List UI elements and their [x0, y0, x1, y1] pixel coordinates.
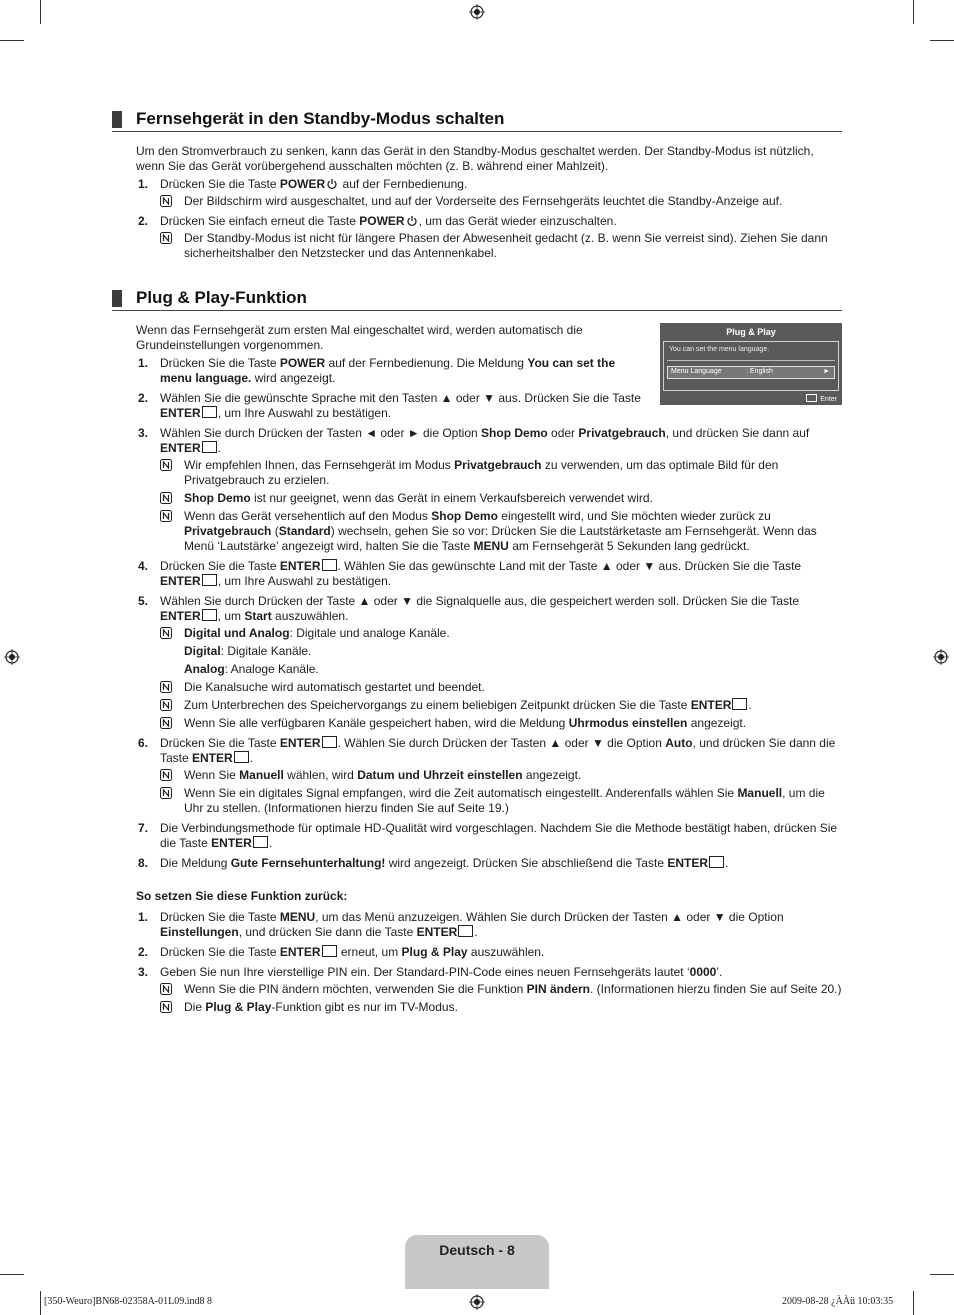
step-text	[160, 965, 842, 980]
bold-term: Manuell	[737, 786, 783, 800]
step-text	[160, 856, 842, 871]
step-text	[160, 821, 842, 851]
text-run: Wenn Sie alle verfügbaren Kanäle gespeichert haben, wird die Meldung	[184, 716, 569, 730]
step-number: 7.	[138, 821, 149, 835]
note-icon	[160, 232, 172, 244]
section-heading-plug-and-play	[112, 288, 842, 311]
crop-mark	[0, 1274, 24, 1275]
power-icon	[406, 215, 418, 227]
text-run: Drücken Sie die Taste	[160, 945, 280, 959]
step-item	[136, 736, 842, 816]
subheading	[136, 889, 842, 904]
bold-term: PIN ändern	[526, 982, 591, 996]
print-file-info: [350-Weuro]BN68-02358A-01L09.ind8 8	[44, 1296, 213, 1307]
note-icon	[160, 983, 172, 995]
enter-key-icon	[732, 698, 747, 710]
text-run: oder	[547, 426, 579, 440]
text-run: , um das Gerät wieder einzuschalten.	[418, 214, 617, 228]
note-item	[160, 194, 842, 209]
text-run: Der Bildschirm wird ausgeschaltet, und auf der Vorderseite des Fernsehgeräts leuchtet die Standby-Anzeige auf.	[184, 194, 783, 208]
note-item	[160, 1000, 842, 1015]
text-run: wird angezeigt.	[251, 371, 336, 385]
bold-term: POWER	[279, 356, 326, 370]
note-item	[160, 491, 842, 506]
note-item	[160, 458, 842, 488]
enter-key-icon	[202, 609, 217, 621]
crop-mark	[930, 40, 954, 41]
text-run: .	[725, 856, 729, 870]
text-run: So setzen Sie diese Funktion zurück:	[136, 889, 348, 903]
note-item	[160, 786, 842, 816]
intro-paragraph	[136, 323, 606, 353]
bold-term: Privatgebrauch	[184, 524, 272, 538]
text-run: (	[271, 524, 279, 538]
note-icon	[160, 195, 172, 207]
crop-mark	[930, 1274, 954, 1275]
text-run: Wenn Sie	[184, 768, 240, 782]
text-run: .	[474, 925, 478, 939]
text-run: Geben Sie nun Ihre vierstellige PIN ein. Der Standard-PIN-Code eines neuen Fernsehgeräts lautet ‘	[160, 965, 690, 979]
step-text	[160, 736, 842, 766]
step-item	[136, 391, 675, 421]
text-run: : Digitale Kanäle.	[220, 644, 312, 658]
step-item	[136, 594, 842, 731]
text-run: . Wählen Sie durch Drücken der Tasten ▲ oder ▼ die Option	[337, 736, 666, 750]
step-number: 1.	[138, 177, 149, 191]
text-run: , um Ihre Auswahl zu bestätigen.	[217, 406, 392, 420]
enter-key-icon	[322, 736, 337, 748]
step-number: 3.	[138, 426, 149, 440]
enter-key-icon	[202, 406, 217, 418]
text-run: : Analoge Kanäle.	[224, 662, 319, 676]
step-text	[160, 426, 842, 456]
text-run: Drücken Sie die Taste	[160, 356, 280, 370]
step-number: 2.	[138, 214, 149, 228]
text-run: , um Ihre Auswahl zu bestätigen.	[217, 574, 392, 588]
registration-mark-icon	[469, 1294, 485, 1310]
text-run: angezeigt.	[687, 716, 747, 730]
text-run: , und drücken Sie dann die Taste	[238, 925, 417, 939]
bold-term: Shop Demo	[481, 426, 548, 440]
enter-key-icon	[709, 856, 724, 868]
text-run: , um die Uhr zu stellen. (Informationen hierzu finden Sie auf Seite 19.)	[184, 786, 825, 815]
bold-term: Digital und Analog	[184, 626, 290, 640]
text-run: Drücken Sie die Taste	[160, 910, 280, 924]
step-item	[136, 910, 842, 940]
page-label: Deutsch - 8	[439, 1242, 515, 1258]
bold-term: Plug & Play	[205, 1000, 272, 1014]
text-run: auf der Fernbedienung. Die Meldung	[325, 356, 528, 370]
bold-term: ENTER	[667, 856, 708, 870]
note-icon	[160, 492, 172, 504]
registration-mark-icon	[469, 4, 485, 20]
bold-term: Gute Fernsehunterhaltung!	[230, 856, 386, 870]
step-item	[136, 177, 842, 209]
note-icon	[160, 459, 172, 471]
text-run: Wählen Sie durch Drücken der Taste ▲ oder ▼ die Signalquelle aus, die gespeichert werden soll. Drücken Sie die Taste	[160, 594, 799, 608]
crop-mark	[913, 1291, 914, 1315]
osd-row-label: Menu Language	[671, 368, 722, 375]
text-run: Wenn das Fernsehgerät zum ersten Mal eingeschaltet wird, werden automatisch die Grundeinstellungen vorgenommen.	[136, 323, 583, 352]
text-run: . (Informationen hierzu finden Sie auf Seite 20.)	[590, 982, 842, 996]
text-run: ) wechseln, gehen Sie so vor: Drücken Sie die Lautstärketaste am Fernsehgerät. Wenn das Menü ‘Lautstärke’ angezeigt wird, halten Sie die Taste	[184, 524, 817, 553]
osd-message: You can set the menu language.	[669, 346, 770, 353]
bold-term: Digital	[184, 644, 221, 658]
text-run: .	[249, 751, 254, 765]
page-number-tab	[405, 1235, 549, 1289]
note-item	[160, 982, 842, 997]
text-run: , und drücken Sie dann die Taste	[160, 736, 836, 765]
bold-term: ENTER	[279, 559, 321, 573]
step-item	[136, 945, 842, 960]
note-item	[160, 626, 842, 641]
step-number: 3.	[138, 965, 149, 979]
text-run: Drücken Sie die Taste	[160, 736, 280, 750]
print-timestamp: 2009-08-28 ¿ÀÀü 10:03:35	[782, 1296, 894, 1307]
step-number: 4.	[138, 559, 149, 573]
text-run: Wenn das Gerät versehentlich auf den Modus	[184, 509, 432, 523]
text-run: -Funktion gibt es nur im TV-Modus.	[271, 1000, 458, 1014]
power-icon	[326, 178, 338, 190]
note-continuation	[160, 644, 842, 659]
step-number: 5.	[138, 594, 149, 608]
bold-term: ENTER	[279, 736, 321, 750]
text-run: : Digitale und analoge Kanäle.	[289, 626, 450, 640]
enter-key-icon	[202, 441, 217, 453]
heading-bar	[112, 290, 122, 307]
step-item	[136, 856, 842, 871]
osd-title: Plug & Play	[726, 327, 776, 337]
bold-term: Manuell	[239, 768, 284, 782]
bold-term: ENTER	[690, 698, 732, 712]
step-item	[136, 965, 842, 1015]
text-run: Um den Stromverbrauch zu senken, kann das Gerät in den Standby-Modus geschaltet werden. Der Standby-Modus ist nützlich, wenn Sie das Gerät vorübergehend ausschalten möchten (z. B. während einer Mahlzeit).	[136, 144, 814, 173]
text-run: Zum Unterbrechen des Speichervorgangs zu einem beliebigen Zeitpunkt drücken Sie die Taste	[184, 698, 691, 712]
bold-term: Einstellungen	[160, 925, 239, 939]
section-title: Fernsehgerät in den Standby-Modus schalten	[136, 109, 505, 128]
step-text	[160, 177, 842, 192]
text-run: Wenn Sie ein digitales Signal empfangen, wird die Zeit automatisch eingestellt. Anderenfalls wählen Sie	[184, 786, 738, 800]
bold-term: Privatgebrauch	[578, 426, 666, 440]
text-run: Drücken Sie einfach erneut die Taste	[160, 214, 360, 228]
text-run: Wir empfehlen Ihnen, das Fernsehgerät im Modus	[184, 458, 455, 472]
note-icon	[160, 717, 172, 729]
bold-term: 0000	[689, 965, 717, 979]
text-run: angezeigt.	[522, 768, 582, 782]
enter-key-icon	[253, 836, 268, 848]
text-run: Die Meldung	[160, 856, 231, 870]
enter-key-icon	[458, 925, 473, 937]
text-run: auszuwählen.	[467, 945, 545, 959]
step-text	[160, 391, 675, 421]
section-title: Plug & Play-Funktion	[136, 288, 307, 307]
step-number: 2.	[138, 391, 149, 405]
step-number: 2.	[138, 945, 149, 959]
text-run: Drücken Sie die Taste	[160, 177, 280, 191]
note-icon	[160, 627, 172, 639]
section-body-standby	[136, 144, 842, 266]
text-run: auf der Fernbedienung.	[339, 177, 468, 191]
crop-mark	[40, 0, 41, 24]
bold-term: Analog	[184, 662, 225, 676]
note-continuation	[160, 662, 842, 677]
step-number: 1.	[138, 910, 149, 924]
osd-footer-label: Enter	[820, 396, 837, 403]
intro-paragraph	[136, 144, 842, 174]
text-run: .	[748, 698, 752, 712]
text-run: Der Standby-Modus ist nicht für längere Phasen der Abwesenheit gedacht (z. B. wenn Sie verreist sind). Ziehen Sie dann sicherheitshalber den Netzstecker und das Antennenkabel.	[184, 231, 828, 260]
crop-mark	[40, 1291, 41, 1315]
enter-key-icon	[234, 751, 249, 763]
step-number: 8.	[138, 856, 149, 870]
step-number: 1.	[138, 356, 149, 370]
note-icon	[160, 681, 172, 693]
registration-mark-icon	[933, 649, 949, 665]
bold-term: ENTER	[211, 836, 252, 850]
step-text	[160, 910, 842, 940]
bold-term: POWER	[359, 214, 405, 228]
text-run: Wenn Sie die PIN ändern möchten, verwenden Sie die Funktion	[184, 982, 527, 996]
osd-menu-language-row	[667, 366, 835, 379]
enter-key-icon	[322, 945, 337, 957]
step-text	[160, 214, 842, 229]
note-item	[160, 509, 842, 554]
note-item	[160, 698, 842, 713]
osd-footer	[806, 394, 837, 403]
section-heading-standby	[112, 109, 842, 132]
section-body-plug-and-play	[136, 323, 842, 1020]
text-run: ist nur geeignet, wenn das Gerät in einem Verkaufsbereich verwendet wird.	[250, 491, 653, 505]
osd-plug-and-play-screen	[660, 323, 842, 405]
bold-term: Shop Demo	[431, 509, 498, 523]
text-run: eingestellt wird, und Sie möchten wieder zurück zu	[497, 509, 771, 523]
step-text	[160, 559, 842, 589]
bold-term: ENTER	[416, 925, 458, 939]
bold-term: MENU	[473, 539, 509, 553]
step-text	[160, 594, 842, 624]
text-run: Die Verbindungsmethode für optimale HD-Qualität wird vorgeschlagen. Nachdem Sie die Methode bestätigt haben, drücken Sie die Taste	[160, 821, 838, 850]
note-icon	[160, 769, 172, 781]
step-text	[160, 945, 842, 960]
text-run: erneut, um	[337, 945, 402, 959]
bold-term: Uhrmodus einstellen	[568, 716, 688, 730]
heading-bar	[112, 111, 122, 128]
enter-key-icon	[202, 574, 217, 586]
text-run: Wählen Sie durch Drücken der Tasten ◄ oder ► die Option	[160, 426, 482, 440]
text-run: , um das Menü anzuzeigen. Wählen Sie durch Drücken der Tasten ▲ oder ▼ die Option	[315, 910, 784, 924]
text-run: ’.	[716, 965, 723, 979]
step-item	[136, 426, 842, 554]
text-run: Wählen Sie die gewünschte Sprache mit den Tasten ▲ oder ▼ aus. Drücken Sie die Taste	[160, 391, 641, 405]
step-item	[136, 214, 842, 261]
note-icon	[160, 1001, 172, 1013]
text-run: wählen, wird	[283, 768, 358, 782]
osd-divider	[667, 360, 835, 361]
bold-term: ENTER	[160, 441, 201, 455]
bold-term: Standard	[278, 524, 331, 538]
text-run: .	[217, 441, 222, 455]
step-text	[160, 356, 650, 386]
text-run: wird angezeigt. Drücken Sie abschließend die Taste	[385, 856, 668, 870]
text-run: Die	[184, 1000, 206, 1014]
step-item	[136, 821, 842, 851]
text-run: auszuwählen.	[271, 609, 349, 623]
text-run: , um	[217, 609, 245, 623]
note-item	[160, 231, 842, 261]
bold-term: Datum und Uhrzeit einstellen	[357, 768, 523, 782]
note-item	[160, 680, 842, 695]
note-item	[160, 768, 842, 783]
bold-term: Shop Demo	[184, 491, 251, 505]
bold-term: Auto	[665, 736, 693, 750]
step-number: 6.	[138, 736, 149, 750]
text-run: Die Kanalsuche wird automatisch gestartet und beendet.	[184, 680, 485, 694]
bold-term: MENU	[279, 910, 316, 924]
bold-term: Privatgebrauch	[454, 458, 542, 472]
text-run: zu verwenden, um das optimale Bild für den Privatgebrauch zu erzielen.	[184, 458, 779, 487]
bold-term: POWER	[279, 177, 326, 191]
bold-term: Plug & Play	[401, 945, 468, 959]
text-run: am Fernsehgerät 5 Sekunden lang gedrückt.	[508, 539, 750, 553]
note-icon	[160, 699, 172, 711]
bold-term: You can set the menu language.	[160, 356, 616, 385]
registration-mark-icon	[4, 649, 20, 665]
osd-arrow-right-icon: ►	[823, 368, 830, 375]
crop-mark	[913, 0, 914, 24]
bold-term: ENTER	[279, 945, 321, 959]
bold-term: ENTER	[160, 574, 201, 588]
note-item	[160, 716, 842, 731]
text-run: . Wählen Sie das gewünschte Land mit der Taste ▲ oder ▼ aus. Drücken Sie die Taste	[337, 559, 802, 573]
bold-term: ENTER	[192, 751, 233, 765]
bold-term: Start	[244, 609, 272, 623]
text-run: , und drücken Sie dann auf	[665, 426, 810, 440]
enter-key-icon	[322, 559, 337, 571]
text-run: Drücken Sie die Taste	[160, 559, 280, 573]
bold-term: ENTER	[160, 609, 201, 623]
note-icon	[160, 510, 172, 522]
text-run: .	[268, 836, 273, 850]
note-icon	[160, 787, 172, 799]
osd-panel	[663, 341, 839, 391]
bold-term: ENTER	[160, 406, 201, 420]
crop-mark	[0, 40, 24, 41]
step-item	[136, 559, 842, 589]
enter-key-icon	[806, 394, 817, 402]
step-item	[136, 356, 650, 386]
osd-row-value: : English	[746, 368, 773, 375]
